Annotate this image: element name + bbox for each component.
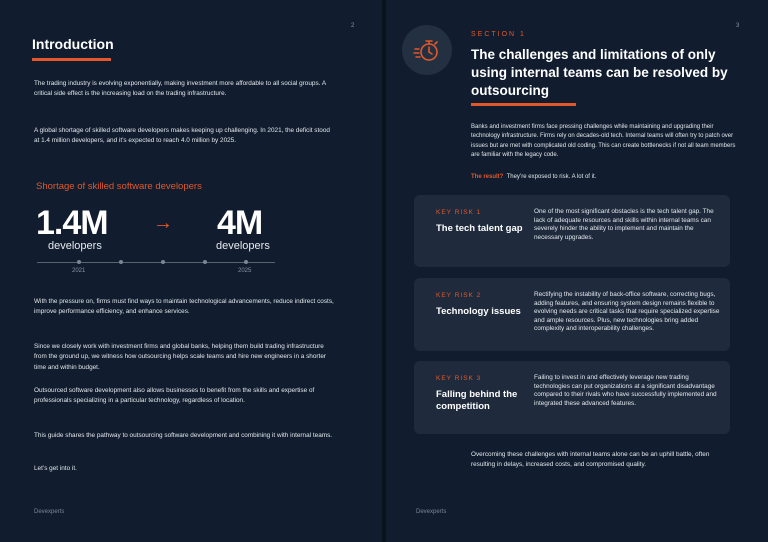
risk-description: One of the most significant obstacles is the tech talent gap. The lack of adequate resources and skills within internal teams can severely hinder the ability to implement and maintain the necessary upgrades. xyxy=(534,208,714,241)
intro-paragraph-2: A global shortage of skilled software developers makes keeping up challenging. In 2021, the deficit stood at 1.4 million developers, and it’s expected to reach 4.0 million by 2025. xyxy=(34,127,330,145)
section-title-underline xyxy=(471,103,576,106)
risk-description: Rectifying the instability of back-office software, correcting bugs, adding features, and ensuring system design remains flexible to evolving needs are critical tasks that require specialized expertise and ample resources. Plus, new technologies bring added complexity and interoperability challenges. xyxy=(534,291,720,333)
footer-brand-left: Devexperts xyxy=(34,509,65,515)
footer-brand-right: Devexperts xyxy=(416,509,447,515)
stat-2021-label: developers xyxy=(48,240,102,252)
body-paragraph-4: This guide shares the pathway to outsourcing software development and combining it with internal teams. xyxy=(34,432,333,439)
risk-card xyxy=(414,195,730,267)
page-title: Introduction xyxy=(32,36,114,52)
shortage-heading: Shortage of skilled software developers xyxy=(36,181,202,192)
stat-2025-label: developers xyxy=(216,240,270,252)
risk-description: Failing to invest in and effectively leverage new trading technologies can put organizations at a significant disadvantage compared to their rivals who have successfully implemented and integrated these advanced features. xyxy=(534,374,717,407)
risk-card xyxy=(414,278,730,351)
timeline-dot xyxy=(77,260,81,264)
result-label: The result? xyxy=(471,174,504,180)
timeline-dot xyxy=(119,260,123,264)
section-title: The challenges and limitations of only using internal teams can be resolved by outsourcing xyxy=(471,47,728,98)
body-paragraph-1: With the pressure on, firms must find ways to maintain technological advancements, reduce indirect costs, improve performance efficiency, and enhance services. xyxy=(34,298,334,316)
risk-title: Technology issues xyxy=(436,306,521,317)
risk-label: KEY RISK 2 xyxy=(436,292,482,299)
risk-label: KEY RISK 3 xyxy=(436,375,482,382)
timeline-dot xyxy=(161,260,165,264)
timeline-year-start: 2021 xyxy=(72,268,86,274)
body-paragraph-3: Outsourced software development also allows businesses to benefit from the skills and expertise of professionals specializing in a particular technology, regardless of location. xyxy=(34,387,315,405)
body-paragraph-2: Since we closely work with investment firms and global banks, helping them build trading infrastructure from the ground up, we witness how outsourcing helps scale teams and hire new engineers in a shorter time and within budget. xyxy=(34,343,327,371)
arrow-right-icon: → xyxy=(153,212,173,234)
risk-label: KEY RISK 1 xyxy=(436,209,482,216)
result-text: They’re exposed to risk. A lot of it. xyxy=(506,174,597,180)
timeline-year-end: 2025 xyxy=(238,268,252,274)
stopwatch-badge xyxy=(402,25,452,75)
body-paragraph-5: Let’s get into it. xyxy=(34,465,77,472)
result-line xyxy=(471,174,596,180)
timeline-dot xyxy=(244,260,248,264)
stat-2025-value: 4M xyxy=(217,204,263,242)
timeline xyxy=(37,262,275,263)
risk-title: The tech talent gap xyxy=(436,223,523,234)
section-paragraph: Banks and investment firms face pressing challenges while maintaining and upgrading their technology infrastructure. Firms rely on decades-old tech. Internal teams will often try to patch over issues but are met with complicated old coding. This can create bottlenecks if not all team members are familiar with the legacy code. xyxy=(471,124,736,159)
section-label: SECTION 1 xyxy=(471,31,526,38)
page-number-left: 2 xyxy=(351,23,355,29)
intro-paragraph-1: The trading industry is evolving exponentially, making investment more affordable to all social groups. A critical side effect is the increasing load on the trading infrastructure. xyxy=(34,80,326,98)
stat-2021-value: 1.4M xyxy=(36,204,108,242)
title-underline xyxy=(32,58,111,61)
timeline-dot xyxy=(203,260,207,264)
closing-paragraph: Overcoming these challenges with internal teams alone can be an uphill battle, often resulting in delays, increased costs, and compromised quality. xyxy=(471,451,710,469)
risk-card xyxy=(414,361,730,434)
risk-title: Falling behind the competition xyxy=(436,389,518,412)
page-number-right: 3 xyxy=(736,23,740,29)
stopwatch-icon xyxy=(402,25,452,75)
